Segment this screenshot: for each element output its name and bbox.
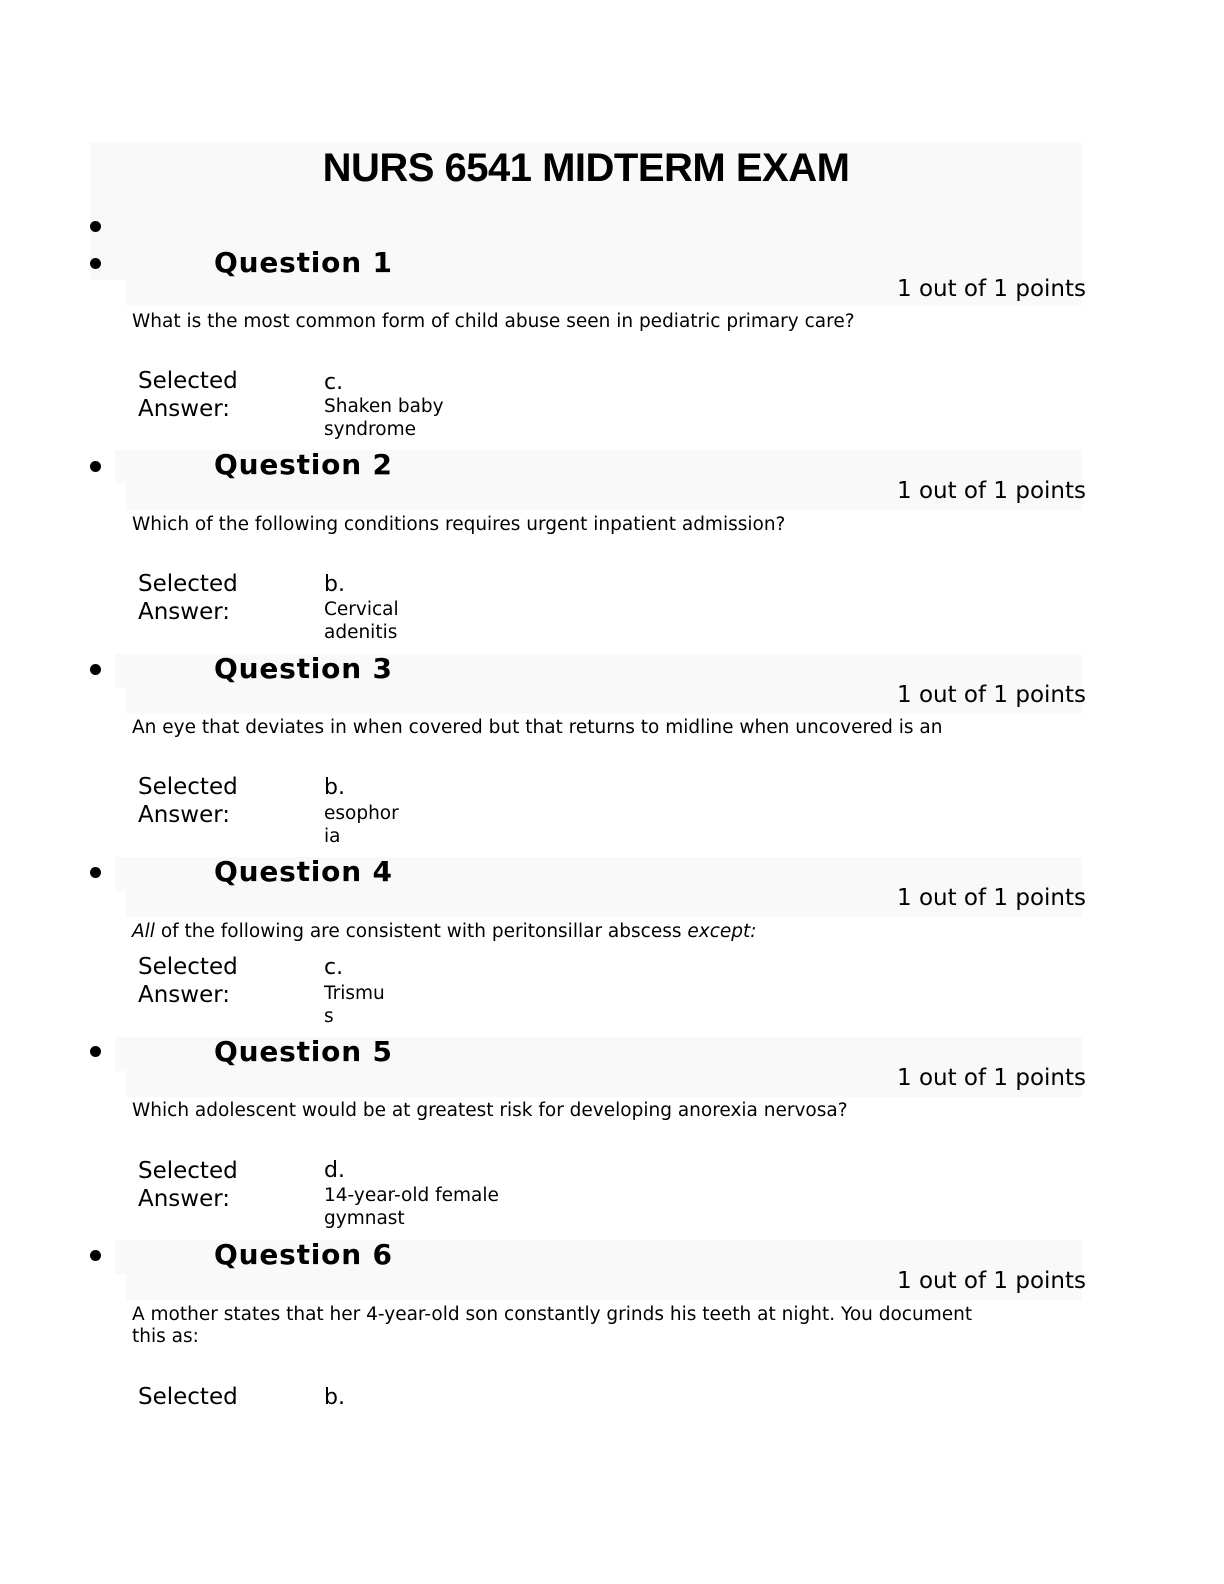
list-bullet — [88, 1248, 103, 1263]
selected-answer-label: Selected Answer: — [138, 368, 238, 422]
selected-answer-text: Trismu s — [324, 983, 385, 1027]
question-points: 1 out of 1 points — [897, 1065, 1086, 1091]
question-title: Question 3 — [214, 652, 393, 685]
selected-answer-label: Selected Answer: — [138, 571, 238, 625]
question-title: Question 5 — [214, 1035, 393, 1068]
selected-answer-letter: c. — [324, 955, 344, 980]
question-title: Question 2 — [214, 448, 393, 481]
selected-answer-letter: c. — [324, 370, 344, 395]
list-bullet — [88, 219, 103, 234]
question-title: Question 1 — [214, 246, 393, 279]
question-points: 1 out of 1 points — [897, 885, 1086, 911]
selected-answer-label: Selected Answer: — [138, 1158, 238, 1212]
question-text: A mother states that her 4-year-old son constantly grinds his teeth at night. You document this as: — [132, 1304, 973, 1347]
selected-answer-letter: d. — [324, 1158, 345, 1183]
selected-answer-letter: b. — [324, 572, 345, 597]
list-bullet — [88, 662, 103, 677]
question-title: Question 6 — [214, 1238, 393, 1271]
question-title: Question 4 — [214, 855, 393, 888]
selected-answer-text: Shaken baby syndrome — [324, 396, 444, 440]
selected-answer-text: Cervical adenitis — [324, 599, 399, 643]
question-text: Which adolescent would be at greatest risk for developing anorexia nervosa? — [132, 1100, 848, 1121]
list-bullet — [88, 459, 103, 474]
selected-answer-letter: b. — [324, 1385, 345, 1410]
selected-answer-text: esophor ia — [324, 803, 399, 847]
question-points: 1 out of 1 points — [897, 276, 1086, 302]
list-bullet — [88, 865, 103, 880]
selected-answer-label: Selected Answer: — [138, 954, 238, 1008]
list-bullet — [88, 1044, 103, 1059]
selected-answer-label: Selected Answer: — [138, 774, 238, 828]
page-title: NURS 6541 MIDTERM EXAM — [322, 146, 850, 190]
selected-answer-text: 14-year-old female gymnast — [324, 1185, 499, 1229]
question-text: All of the following are consistent with peritonsillar abscess except: — [132, 921, 757, 942]
list-bullet — [88, 256, 103, 271]
question-points: 1 out of 1 points — [897, 1268, 1086, 1294]
selected-answer-letter: b. — [324, 775, 345, 800]
question-text: What is the most common form of child abuse seen in pediatric primary care? — [132, 311, 855, 332]
selected-answer-label: Selected — [138, 1384, 238, 1410]
question-points: 1 out of 1 points — [897, 682, 1086, 708]
question-points: 1 out of 1 points — [897, 478, 1086, 504]
question-text: An eye that deviates in when covered but that returns to midline when uncovered is an — [132, 717, 943, 738]
question-text: Which of the following conditions requires urgent inpatient admission? — [132, 514, 786, 535]
